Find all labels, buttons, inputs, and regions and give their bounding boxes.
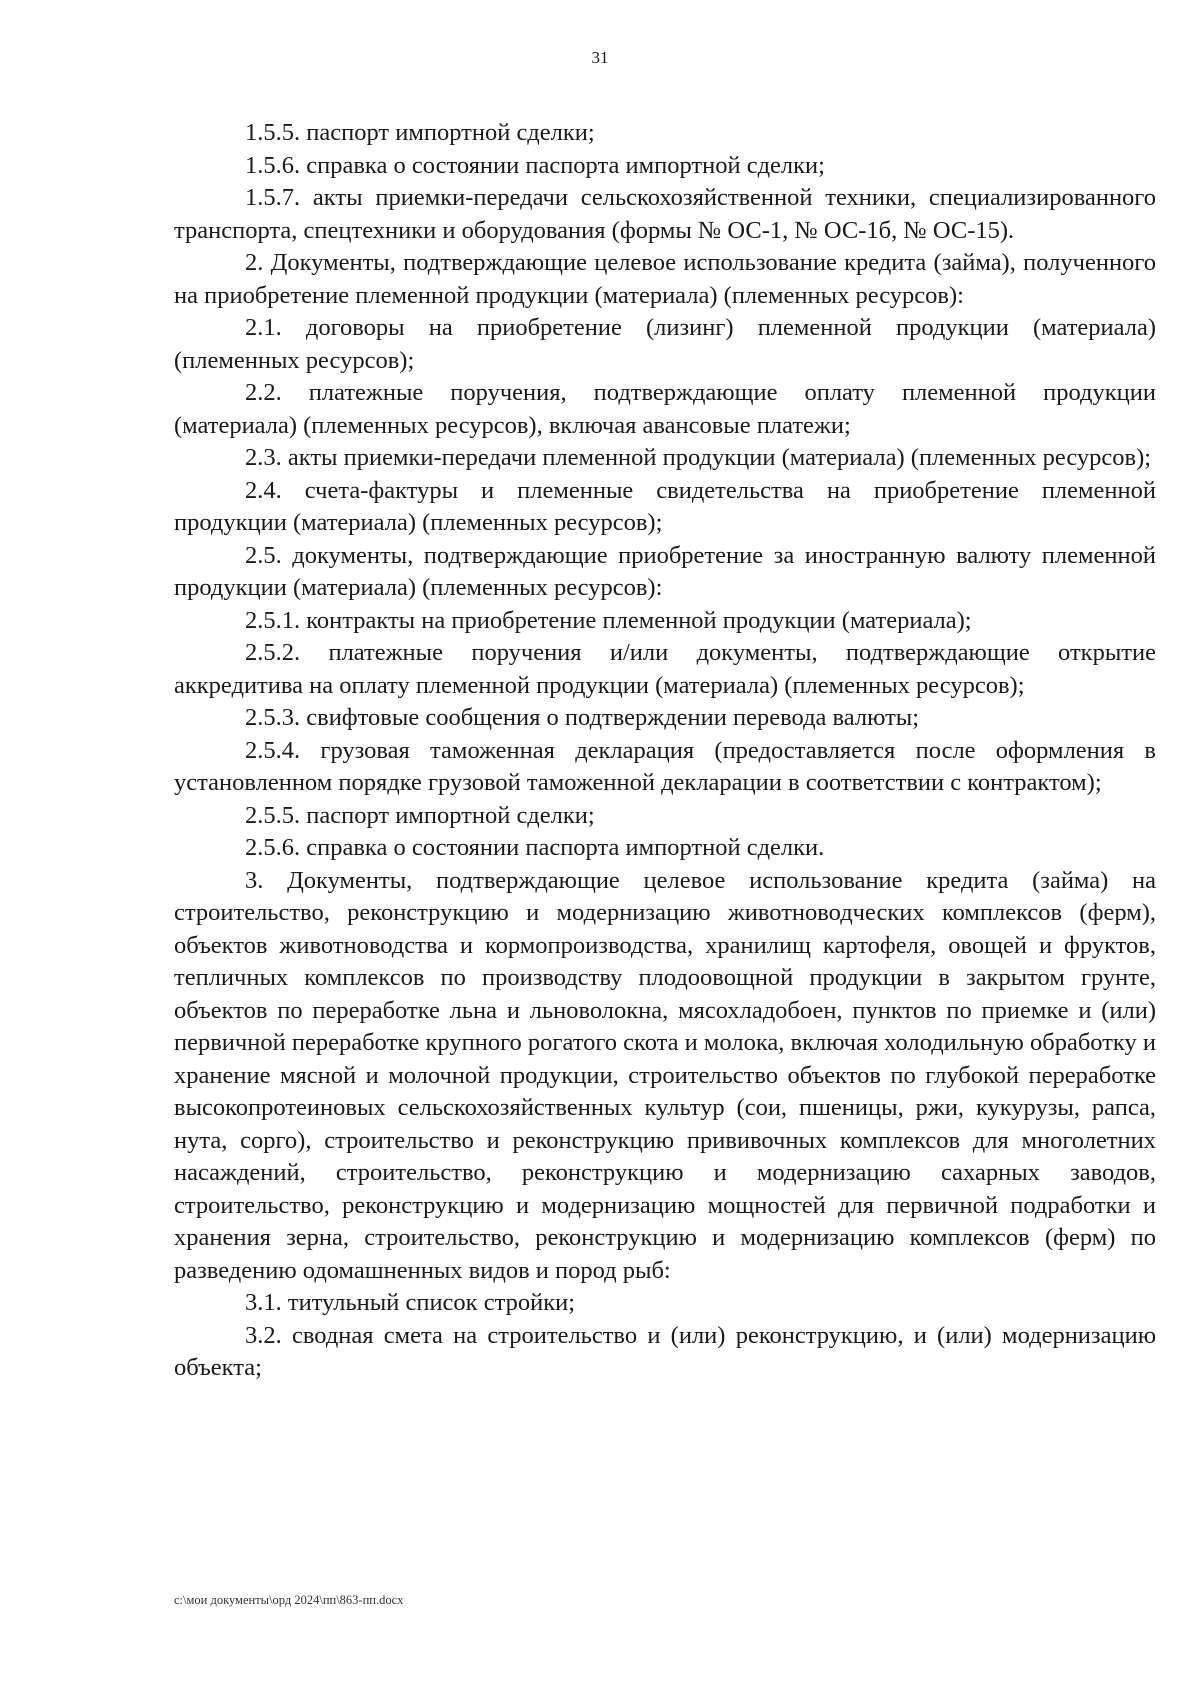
document-body [174, 117, 1156, 1385]
paragraph-1-5-5: 1.5.5. паспорт импортной сделки; [245, 119, 595, 146]
paragraph-2-5-1: 2.5.1. контракты на приобретение племенной продукции (материала); [245, 606, 972, 634]
page-number: 31 [591, 48, 609, 67]
paragraph-2-5: 2.5. документы, подтверждающие приобретение за иностранную валюту племенной продукции (материала) (племенных ресурсов): [174, 541, 1156, 601]
paragraph-3-2: 3.2. сводная смета на строительство и (или) реконструкцию, и (или) модернизацию объекта; [174, 1321, 1156, 1381]
paragraph-2-5-3: 2.5.3. свифтовые сообщения о подтверждении перевода валюты; [245, 704, 920, 731]
paragraph-2: 2. Документы, подтверждающие целевое использование кредита (займа), полученного на приобретение племенной продукции (материала) (племенных ресурсов): [174, 249, 1156, 309]
paragraph-2-1: 2.1. договоры на приобретение (лизинг) племенной продукции (материала) (племенных ресурсов); [174, 314, 1156, 374]
paragraph-2-3: 2.3. акты приемки-передачи племенной продукции (материала) (племенных ресурсов); [245, 444, 1152, 471]
paragraph-2-5-4: 2.5.4. грузовая таможенная декларация (предоставляется после оформления в установленном порядке грузовой таможенной декларации в соответствии с контрактом); [174, 736, 1156, 796]
paragraph-1-5-7: 1.5.7. акты приемки-передачи сельскохозяйственной техники, специализированного транспорта, спецтехники и оборудования (формы № ОС-1, № ОС-1б, № ОС-15). [174, 184, 1156, 244]
paragraph-2-2: 2.2. платежные поручения, подтверждающие оплату племенной продукции (материала) (племенных ресурсов), включая авансовые платежи; [174, 379, 1156, 439]
footer-file-path: c:\мои документы\орд 2024\пп\863-пп.docx [174, 1593, 404, 1607]
paragraph-2-4: 2.4. счета-фактуры и племенные свидетельства на приобретение племенной продукции (материала) (племенных ресурсов); [174, 476, 1156, 536]
paragraph-2-5-6: 2.5.6. справка о состоянии паспорта импортной сделки. [245, 834, 825, 861]
paragraph-2-5-2: 2.5.2. платежные поручения и/или документы, подтверждающие открытие аккредитива на оплату племенной продукции (материала) (племенных ресурсов); [174, 639, 1156, 699]
paragraph-3-1: 3.1. титульный список стройки; [245, 1289, 576, 1316]
paragraph-3: 3. Документы, подтверждающие целевое использование кредита (займа) на строительство, реконструкцию и модернизацию животноводческих комплексов (ферм), объектов животноводства и кормопроизводства, хранилищ картофеля, овощей и фруктов, тепличных комплексов по производству плодоовощной продукции в закрытом грунте, объектов по переработке льна и льноволокна, мясохладобоен, пунктов по приемке и (или) первичной переработке крупного рогатого скота и молока, включая холодильную обработку и хранение мясной и молочной продукции, строительство объектов по глубокой переработке высокопротеиновых сельскохозяйственных культур (сои, пшеницы, ржи, кукурузы, рапса, нута, сорго), строительство и реконструкцию прививочных комплексов для многолетних насаждений, строительство, реконструкцию и модернизацию сахарных заводов, строительство, реконструкцию и модернизацию мощностей для первичной подработки и хранения зерна, строительство, реконструкцию и модернизацию комплексов (ферм) по разведению одомашненных видов и пород рыб: [174, 866, 1156, 1284]
paragraph-1-5-6: 1.5.6. справка о состоянии паспорта импортной сделки; [245, 151, 825, 179]
paragraph-2-5-5: 2.5.5. паспорт импортной сделки; [245, 801, 595, 829]
